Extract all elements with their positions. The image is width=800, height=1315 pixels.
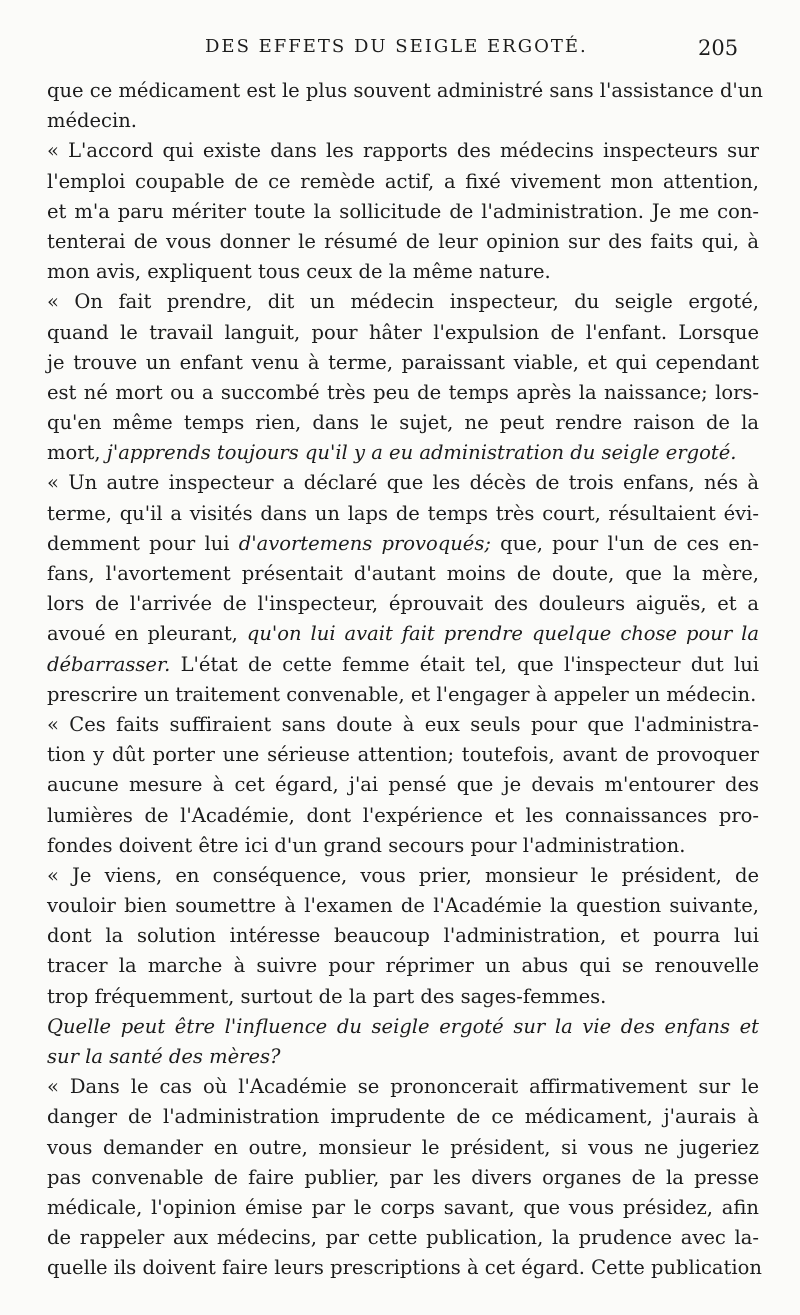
text-run: qu'en même temps rien, dans le sujet, ne peut rendre raison de la xyxy=(47,411,759,435)
text-line xyxy=(47,921,759,951)
text-line xyxy=(47,710,759,740)
text-line xyxy=(47,1102,759,1132)
text-line xyxy=(47,257,759,287)
text-line xyxy=(47,106,759,136)
text-run: quelle ils doivent faire leurs prescriptions à cet égard. Cette publication xyxy=(47,1256,762,1280)
text-run: lors de l'arrivée de l'inspecteur, éprouvait des douleurs aiguës, et a xyxy=(47,592,759,616)
text-line xyxy=(47,1012,759,1042)
text-line xyxy=(47,167,759,197)
text-line xyxy=(47,1163,759,1193)
text-run: fondes doivent être ici d'un grand secours pour l'administration. xyxy=(47,833,686,857)
text-run: tion y dût porter une sérieuse attention; toutefois, avant de provoquer xyxy=(47,743,759,767)
text-line xyxy=(47,891,759,921)
text-run: « L'accord qui existe dans les rapports des médecins inspecteurs sur xyxy=(47,139,759,163)
text-run: demment pour lui xyxy=(47,531,239,555)
text-line xyxy=(47,318,759,348)
text-line xyxy=(47,287,759,317)
text-run: « Dans le cas où l'Académie se prononcerait affirmativement sur le xyxy=(47,1075,759,1099)
text-run: vouloir bien soumettre à l'examen de l'Académie la question suivante, xyxy=(47,894,759,918)
text-run: que, pour l'un de ces en- xyxy=(490,531,760,555)
text-line xyxy=(47,951,759,981)
text-run: « On fait prendre, dit un médecin inspecteur, du seigle ergoté, xyxy=(47,290,759,314)
text-run: danger de l'administration imprudente de ce médicament, j'aurais à xyxy=(47,1105,759,1129)
text-run: tracer la marche à suivre pour réprimer un abus qui se renouvelle xyxy=(47,954,759,978)
italic-text-run: qu'on lui avait fait prendre quelque chose pour la xyxy=(246,622,759,646)
text-run: l'emploi coupable de ce remède actif, a fixé vivement mon attention, xyxy=(47,169,759,193)
text-line xyxy=(47,468,759,498)
text-line xyxy=(47,438,759,468)
text-line xyxy=(47,348,759,378)
text-run: aucune mesure à cet égard, j'ai pensé que je devais m'entourer des xyxy=(47,773,759,797)
text-run: terme, qu'il a visités dans un laps de temps très court, résultaient évi- xyxy=(47,501,759,525)
text-line xyxy=(47,619,759,649)
text-run: quand le travail languit, pour hâter l'expulsion de l'enfant. Lorsque xyxy=(47,320,759,344)
text-line xyxy=(47,1253,762,1283)
italic-text-run: débarrasser. xyxy=(47,652,171,676)
text-line xyxy=(47,378,759,408)
text-run: trop fréquemment, surtout de la part des sages-femmes. xyxy=(47,984,607,1008)
italic-text-run: Quelle peut être l'influence du seigle ergoté sur la vie des enfans et xyxy=(47,1014,759,1038)
text-line xyxy=(47,529,759,559)
text-run: prescrire un traitement convenable, et l'engager à appeler un médecin. xyxy=(47,682,757,706)
text-run: « Un autre inspecteur a déclaré que les décès de trois enfans, nés à xyxy=(47,471,759,495)
text-line xyxy=(47,1133,759,1163)
text-run: vous demander en outre, monsieur le président, si vous ne jugeriez xyxy=(47,1135,759,1159)
text-line xyxy=(47,197,759,227)
italic-text-run: d'avortemens provoqués; xyxy=(238,531,491,555)
text-run: médicale, l'opinion émise par le corps savant, que vous présidez, afin xyxy=(47,1195,759,1219)
text-run: et m'a paru mériter toute la sollicitude de l'administration. Je me con- xyxy=(47,199,759,223)
italic-text-run: j'apprends toujours qu'il y a eu administration du seigle ergoté. xyxy=(106,441,737,465)
text-run: que ce médicament est le plus souvent administré sans l'assistance d'un xyxy=(47,79,763,102)
text-line xyxy=(47,408,759,438)
text-line xyxy=(47,1223,759,1253)
text-run: je trouve un enfant venu à terme, paraissant viable, et qui cependant xyxy=(47,350,759,374)
text-line xyxy=(47,650,759,680)
text-run: pas convenable de faire publier, par les divers organes de la presse xyxy=(47,1165,759,1189)
text-line xyxy=(47,861,759,891)
running-title: DES EFFETS DU SEIGLE ERGOTÉ. xyxy=(205,36,588,57)
text-line xyxy=(47,227,759,257)
text-line xyxy=(47,831,759,861)
text-line xyxy=(47,982,759,1012)
text-run: mon avis, expliquent tous ceux de la même nature. xyxy=(47,260,551,284)
text-run: avoué en pleurant, xyxy=(47,622,247,646)
text-line xyxy=(47,1042,759,1072)
text-line xyxy=(47,1072,759,1102)
text-run: « Ces faits suffiraient sans doute à eux seuls pour que l'administra- xyxy=(47,712,759,736)
text-line xyxy=(47,136,759,166)
text-run: médecin. xyxy=(47,109,137,133)
running-header xyxy=(0,36,800,66)
text-run: fans, l'avortement présentait d'autant moins de doute, que la mère, xyxy=(47,562,759,585)
text-run: lumières de l'Académie, dont l'expérience et les connaissances pro- xyxy=(47,803,759,827)
text-line xyxy=(47,801,759,831)
text-run: dont la solution intéresse beaucoup l'administration, et pourra lui xyxy=(47,924,759,948)
text-line xyxy=(47,740,759,770)
text-line xyxy=(47,680,759,710)
text-run: mort, xyxy=(47,441,107,465)
text-run: tenterai de vous donner le résumé de leur opinion sur des faits qui, à xyxy=(47,229,759,253)
text-run: de rappeler aux médecins, par cette publication, la prudence avec la- xyxy=(47,1226,759,1250)
text-line xyxy=(47,1193,759,1223)
page-number: 205 xyxy=(698,36,739,60)
page-body-text xyxy=(47,76,763,1284)
text-line xyxy=(47,770,759,800)
text-run: est né mort ou a succombé très peu de temps après la naissance; lors- xyxy=(47,380,759,404)
text-line xyxy=(47,559,759,589)
text-run: L'état de cette femme était tel, que l'inspecteur dut lui xyxy=(170,652,759,676)
text-line xyxy=(47,499,759,529)
text-line xyxy=(47,589,759,619)
italic-text-run: sur la santé des mères? xyxy=(47,1045,281,1068)
text-line xyxy=(47,76,763,106)
text-run: « Je viens, en conséquence, vous prier, monsieur le président, de xyxy=(47,863,759,887)
